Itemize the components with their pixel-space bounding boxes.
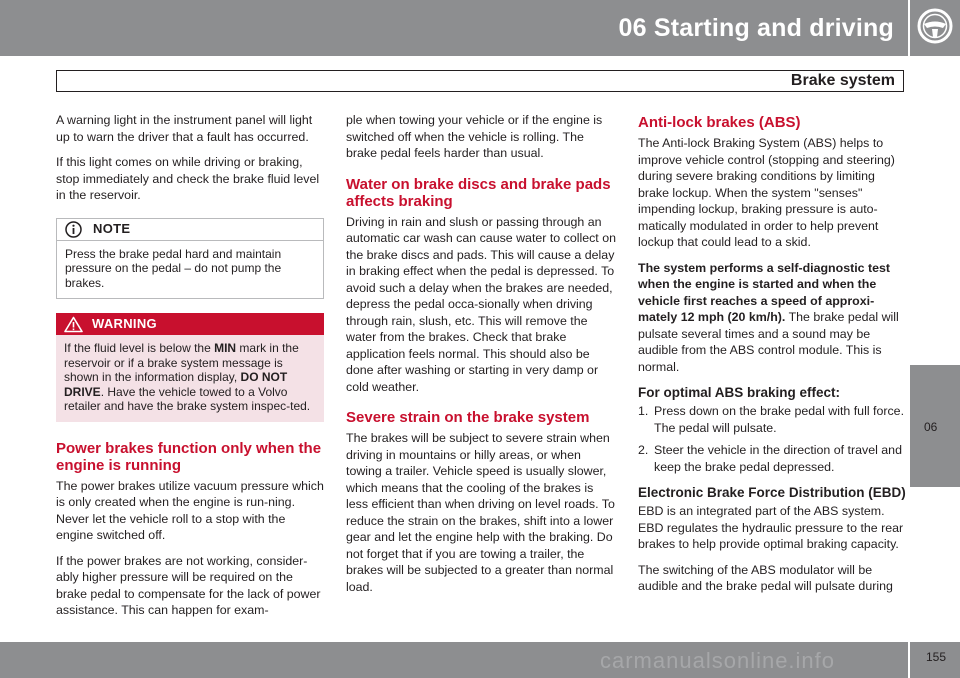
warning-text-part: mark in the reservoir or if a brake system message is shown in the information display, [64,341,299,384]
chapter-title: 06 Starting and driving [618,14,894,42]
paragraph: If this light comes on while driving or braking, stop immediately and check the brake fluid level in the reservoir. [56,155,320,202]
note-header [57,219,323,241]
heading-severe-strain: Severe strain on the brake system [346,409,590,426]
paragraph: If the power brakes are not working, consider-ably higher pressure will be required on the brake pedal to compensate for the lack of power assistance. This can happen for exam- [56,553,321,617]
paragraph: ple when towing your vehicle or if the engine is switched off when the vehicle is rolling. The brake pedal feels harder than usual. [346,113,603,160]
paragraph: The Anti-lock Braking System (ABS) helps to improve vehicle control (stopping and steering) during severe braking conditions by limiting brake lockup. When the system "senses" impending lockup, braking pressure is auto-matically modulated in order to help prevent lockup that could lead to a skid. [638,136,895,249]
warning-text-part: If the fluid level is below the [64,341,215,355]
section-bar [56,70,904,92]
paragraph: EBD is an integrated part of the ABS system. EBD regulates the hydraulic pressure to the rear brakes to help provide optimal braking capacity. [638,504,904,551]
step-number: 2. [638,443,649,457]
watermark: carmanualsonline.info [600,648,836,673]
heading-ebd: Electronic Brake Force Distribution (EBD) [638,485,906,500]
heading-water-on-brakes: Water on brake discs and brake pads affects braking [346,175,611,210]
list-item [638,442,906,475]
paragraph: The power brakes utilize vacuum pressure which is only created when the engine is run-ning. Never let the vehicle roll to a stop with the engine switched off. [56,478,324,542]
warning-text [56,335,324,422]
steps-list [638,403,906,475]
warning-label: WARNING [92,315,157,331]
paragraph: A warning light in the instrument panel will light up to warn the driver that a fault has occurred. [56,113,313,144]
paragraph [638,260,906,376]
note-label: NOTE [93,220,131,236]
column-middle [346,112,616,604]
bold-text: The system performs a self-diagnostic test when the engine is started and when the vehicle first reaches a speed of approxi-mately 12 mph (20 km/h). [638,260,891,324]
paragraph: Driving in rain and slush or passing through an automatic car wash can cause water to collect on the brake discs and pads. This will cause a delay in braking effect when the pedal is depressed. To avoid such a delay when the brakes are needed, depress the pedal occa-sionally when driving through rain, slush, etc. This will remove the water from the brakes. Check that brake application feels normal. This should also be done after washing or starting in very damp or cold weather. [346,214,616,394]
text: The brake pedal will pulsate several times and a sound may be audible from the ABS control module. This is normal. [638,310,899,374]
note-box [56,218,324,300]
step-text: Press down on the brake pedal with full force. The pedal will pulsate. [654,404,905,435]
heading-power-brakes: Power brakes function only when the engine is running [56,439,322,474]
paragraph: The switching of the ABS modulator will be audible and the brake pedal will pulsate during [638,562,893,593]
note-text: Press the brake pedal hard and maintain pressure on the pedal – do not pump the brakes. [65,246,282,290]
warning-bold-min: MIN [214,341,237,355]
info-icon [65,221,82,238]
column-right [638,112,906,604]
warning-bold-do-not-drive: DO NOT DRIVE [64,370,288,399]
heading-abs: Anti-lock brakes (ABS) [638,114,801,131]
chapter-tab-number: 06 [924,420,938,434]
page-number: 155 [926,650,947,664]
steering-wheel-icon [916,7,954,45]
column-left [56,112,324,628]
step-text: Steer the vehicle in the direction of travel and keep the brake pedal depressed. [654,443,902,474]
side-tab-strip [908,56,960,642]
step-number: 1. [638,404,649,418]
heading-optimal-abs: For optimal ABS braking effect: [638,385,841,400]
warning-text-part: . Have the vehicle towed to a Volvo retailer and have the brake system inspec-ted. [64,384,311,413]
warning-triangle-icon [64,316,83,333]
paragraph: The brakes will be subject to severe strain when driving in mountains or hilly areas, or when towing a trailer. Vehicle speed is usually slower, which means that the cooling of the brakes is less efficient than when driving on level roads. To reduce the strain on the brakes, shift into a lower gear and let the engine help with the braking. Do not forget that if you are towing a trailer, the brakes will be subjected to a greater than normal load. [346,431,615,594]
section-title: Brake system [790,72,895,89]
list-item [638,403,906,436]
warning-box [56,313,324,422]
warning-header [56,313,324,335]
